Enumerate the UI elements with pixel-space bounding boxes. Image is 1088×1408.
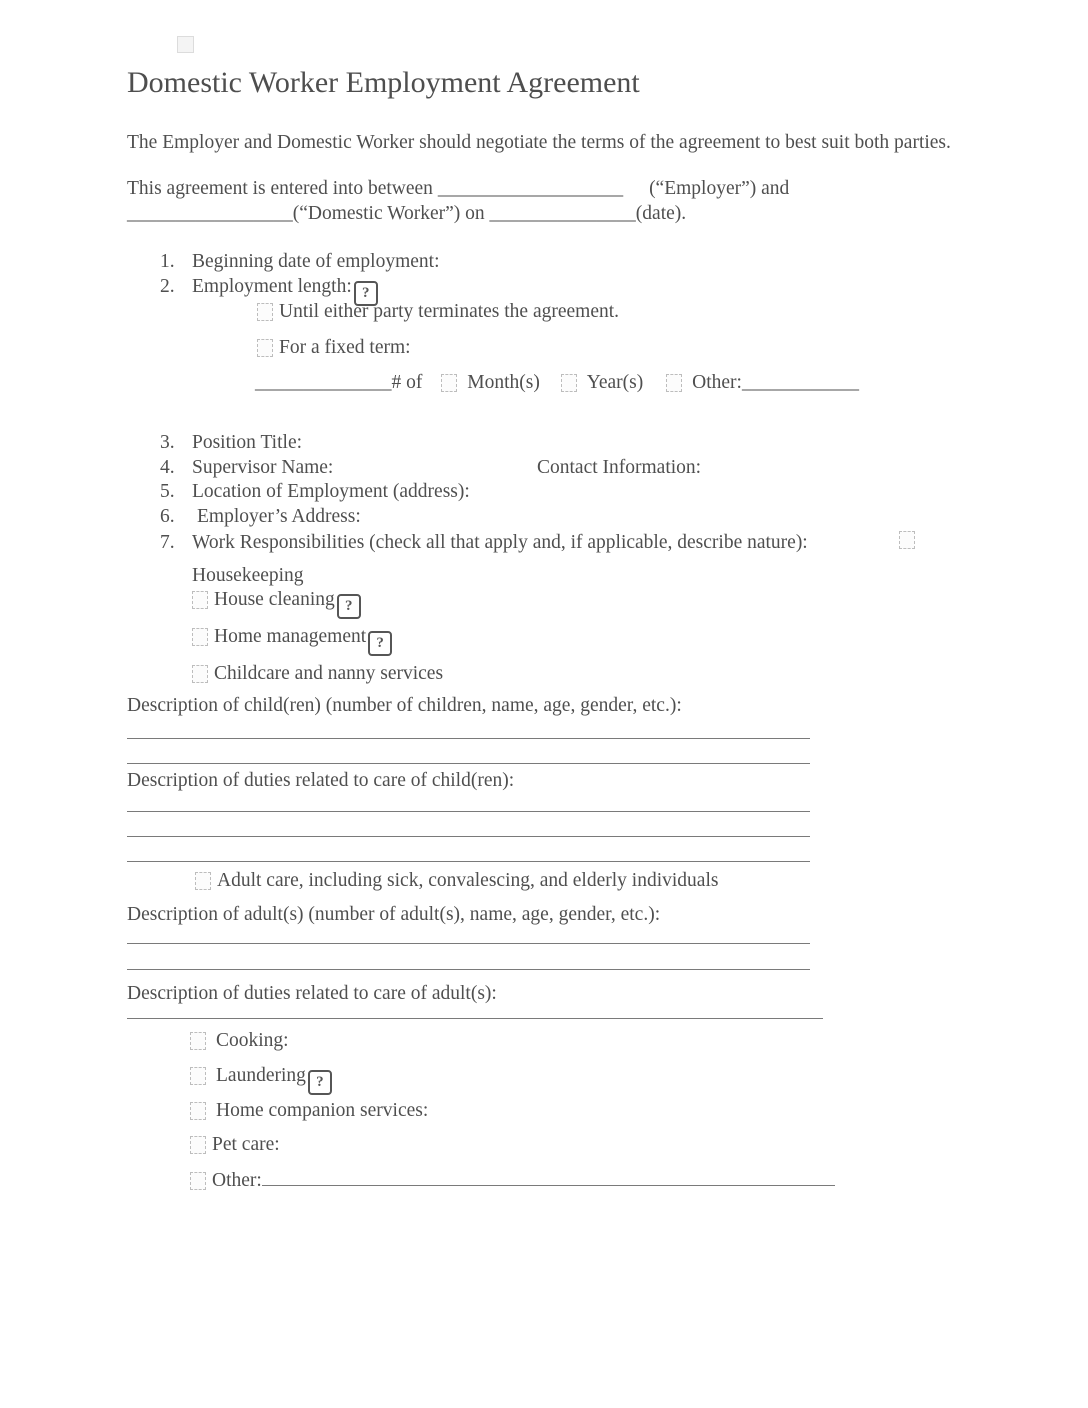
description-children-label: Description of child(ren) (number of children, name, age, gender, etc.): bbox=[127, 695, 682, 716]
months-label: Month(s) bbox=[467, 372, 540, 393]
list-item-3-label: Position Title: bbox=[192, 432, 303, 453]
option-label: Other: bbox=[212, 1170, 262, 1191]
option-laundering bbox=[190, 1063, 332, 1095]
other-write-in-line[interactable] bbox=[262, 1169, 835, 1186]
write-in-line[interactable] bbox=[127, 763, 810, 764]
list-item-1-label: Beginning date of employment: bbox=[192, 251, 440, 272]
list-item-1 bbox=[160, 249, 440, 274]
list-item-5 bbox=[160, 479, 470, 504]
pet-care-checkbox[interactable] bbox=[190, 1136, 206, 1154]
list-number: 7. bbox=[160, 532, 175, 553]
unknown-character-icon: ? bbox=[354, 281, 378, 306]
list-item-6 bbox=[160, 504, 361, 529]
option-label: Cooking: bbox=[216, 1030, 289, 1051]
option-childcare bbox=[192, 661, 443, 686]
fixed-term-checkbox[interactable] bbox=[257, 339, 273, 357]
option-label: Home management bbox=[214, 626, 367, 647]
option-other bbox=[190, 1168, 835, 1193]
option-home-management bbox=[192, 624, 392, 656]
option-pet-care bbox=[190, 1132, 280, 1157]
list-number: 4. bbox=[160, 457, 175, 478]
option-label: Until either party terminates the agreement. bbox=[279, 301, 620, 322]
agreement-line-1-suffix: (“Employer”) and bbox=[649, 178, 790, 199]
home-management-checkbox[interactable] bbox=[192, 628, 208, 646]
option-label: Laundering bbox=[216, 1065, 306, 1086]
home-companion-checkbox[interactable] bbox=[190, 1102, 206, 1120]
write-in-line[interactable] bbox=[127, 969, 810, 970]
option-label: Adult care, including sick, convalescing, and elderly individuals bbox=[217, 870, 719, 891]
list-item-3 bbox=[160, 430, 302, 455]
laundering-checkbox[interactable] bbox=[190, 1067, 206, 1085]
option-label: House cleaning bbox=[214, 589, 335, 610]
cooking-checkbox[interactable] bbox=[190, 1032, 206, 1050]
list-number: 3. bbox=[160, 432, 175, 453]
list-item-7-label: Work Responsibilities (check all that apply and, if applicable, describe nature): bbox=[192, 532, 808, 553]
unknown-character-icon: ? bbox=[308, 1070, 332, 1095]
unknown-character-icon: ? bbox=[337, 594, 361, 619]
list-number: 2. bbox=[160, 276, 175, 297]
agreement-line-1 bbox=[127, 176, 789, 201]
intro-paragraph: The Employer and Domestic Worker should negotiate the terms of the agreement to best suit both parties. bbox=[127, 132, 951, 153]
option-fixed-term bbox=[257, 335, 411, 360]
option-label: For a fixed term: bbox=[279, 337, 411, 358]
write-in-line[interactable] bbox=[127, 738, 810, 739]
other-label: Other: bbox=[692, 372, 742, 393]
num-of-label: # of bbox=[391, 372, 423, 393]
years-checkbox[interactable] bbox=[561, 374, 577, 392]
list-item-4-label: Supervisor Name: bbox=[192, 457, 334, 478]
employer-name-blank[interactable]: ___________________ bbox=[437, 178, 624, 199]
until-terminated-checkbox[interactable] bbox=[257, 303, 273, 321]
unknown-character-icon: ? bbox=[368, 631, 392, 656]
list-item-6-label: Employer’s Address: bbox=[197, 506, 361, 527]
option-label: Home companion services: bbox=[216, 1100, 429, 1121]
description-adult-duties-label: Description of duties related to care of adult(s): bbox=[127, 983, 497, 1004]
write-in-line[interactable] bbox=[127, 1018, 823, 1019]
write-in-line[interactable] bbox=[127, 943, 810, 944]
list-item-5-label: Location of Employment (address): bbox=[192, 481, 470, 502]
write-in-line[interactable] bbox=[127, 861, 810, 862]
list-number: 6. bbox=[160, 506, 175, 527]
childcare-checkbox[interactable] bbox=[192, 665, 208, 683]
option-adult-care bbox=[195, 868, 718, 893]
years-label: Year(s) bbox=[586, 372, 644, 393]
agreement-line-1-text: This agreement is entered into between bbox=[127, 178, 433, 199]
description-child-duties-label: Description of duties related to care of child(ren): bbox=[127, 770, 515, 791]
other-term-blank[interactable]: ____________ bbox=[741, 372, 859, 393]
option-label: Childcare and nanny services bbox=[214, 663, 444, 684]
contact-information-label: Contact Information: bbox=[537, 457, 702, 478]
option-house-cleaning bbox=[192, 587, 361, 619]
list-item-7 bbox=[160, 530, 808, 555]
housekeeping-heading: Housekeeping bbox=[192, 565, 304, 586]
house-cleaning-checkbox[interactable] bbox=[192, 591, 208, 609]
adult-care-checkbox[interactable] bbox=[195, 872, 211, 890]
list-number: 5. bbox=[160, 481, 175, 502]
write-in-line[interactable] bbox=[127, 811, 810, 812]
list-number: 1. bbox=[160, 251, 175, 272]
fixed-term-detail-row bbox=[255, 370, 859, 395]
option-home-companion bbox=[190, 1098, 428, 1123]
empty-checkbox-icon[interactable] bbox=[177, 36, 194, 53]
option-label: Pet care: bbox=[212, 1134, 280, 1155]
other-term-checkbox[interactable] bbox=[666, 374, 682, 392]
option-cooking bbox=[190, 1028, 289, 1053]
agreement-line-2: _________________(“Domestic Worker”) on _______________(date). bbox=[127, 203, 687, 224]
description-adults-label: Description of adult(s) (number of adult(s), name, age, gender, etc.): bbox=[127, 904, 661, 925]
list-item-4 bbox=[160, 455, 702, 480]
write-in-line[interactable] bbox=[127, 836, 810, 837]
option-until-terminated bbox=[257, 299, 619, 324]
term-count-blank[interactable]: ______________ bbox=[255, 372, 392, 393]
list-item-2-label: Employment length: bbox=[192, 276, 352, 297]
work-responsibilities-checkbox[interactable] bbox=[899, 531, 915, 549]
months-checkbox[interactable] bbox=[441, 374, 457, 392]
page-title: Domestic Worker Employment Agreement bbox=[127, 66, 640, 99]
other-checkbox[interactable] bbox=[190, 1172, 206, 1190]
